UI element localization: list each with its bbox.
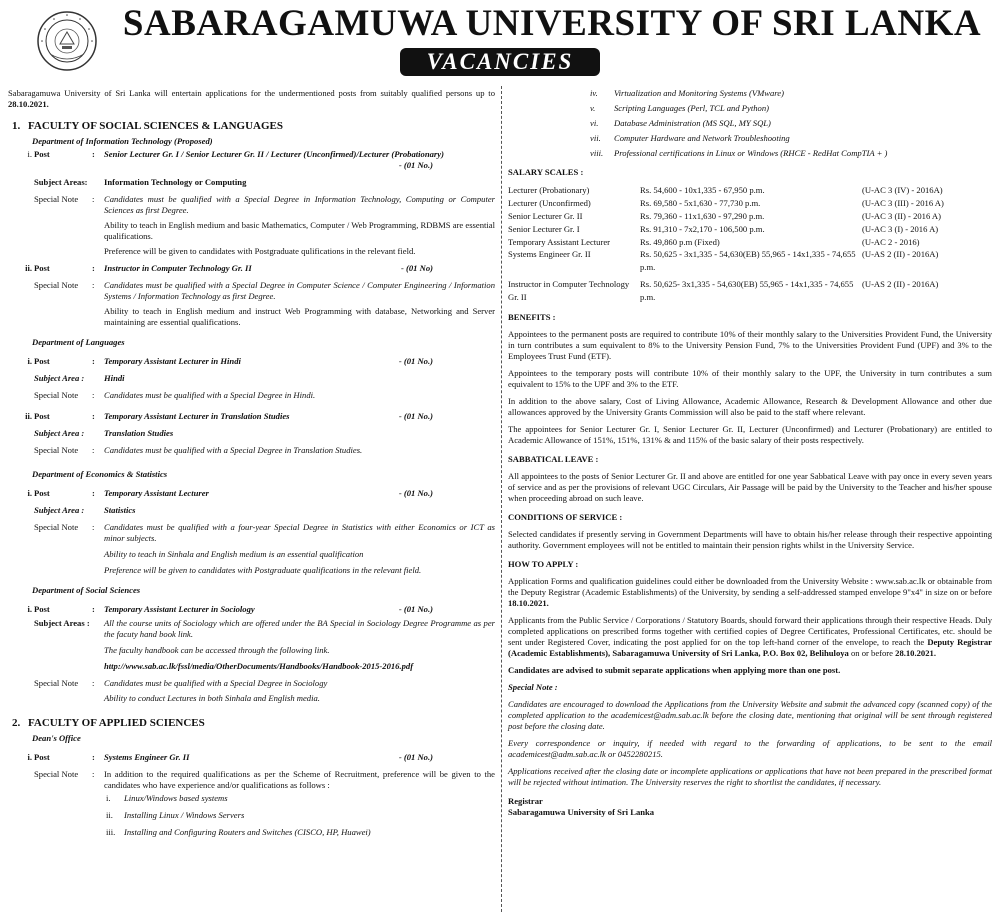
department-heading: Department of Social Sciences [32, 585, 141, 596]
faculty-heading [8, 119, 495, 133]
post-title: Systems Engineer Gr. II - (01 No.) [104, 752, 433, 763]
column-divider [501, 86, 502, 912]
post-index: i. [27, 488, 32, 499]
special-note-row: Special Note : Candidates must be qualified with a Special Degree in Computer Science / Computer Engineering / Information Systems / Information Technology as first Degree. [34, 280, 495, 302]
post-row [8, 149, 495, 171]
post-count: - (01 No.) [398, 488, 433, 499]
department-heading: Department of Information Technology (Proposed) [32, 136, 213, 147]
benefits-paragraph: Appointees to the temporary posts will contribute 10% of their monthly salary to the UPF, the University in turn contributes a sum equivalent to 15% to the UPF and 3% to the ETF. [508, 368, 992, 390]
subject-value: Hindi [104, 373, 125, 384]
faculty-title: FACULTY OF APPLIED SCIENCES [28, 717, 205, 730]
table-row: Systems Engineer Gr. II Rs. 50,625 - 3x1,335 - 54,630(EB) 55,965 - 14x1,335 - 74,655 p.m. (U-AS 2 (II) - 2016A) [508, 249, 939, 273]
header [0, 0, 1000, 86]
table-row: Lecturer (Unconfirmed) Rs. 69,580 - 5x1,630 - 77,730 p.m. (U-AC 3 (III) - 2016 A) [508, 197, 944, 208]
apply-paragraph: Application Forms and qualification guidelines could either be downloaded from the University Website : www.sab.ac.lk or obtainable from the Deputy Registrar (Academic Establishments) of the University, by sending a self-addressed stamped envelope 9"x4" in size on or before 18.10.2021. [508, 576, 992, 609]
table-row: Temporary Assistant Lecturer Rs. 49,860 p.m (Fixed) (U-AC 2 - 2016) [508, 236, 920, 247]
special-note-row: Special Note : Candidates must be qualified with a Special Degree in Sociology [8, 678, 495, 689]
department-heading: Department of Languages [32, 337, 125, 348]
conditions-heading: CONDITIONS OF SERVICE : [508, 512, 623, 523]
special-note-text: Candidates must be qualified with a four-year Special Degree in Statistics with either Economics or ICT as minor subjects. [104, 522, 495, 544]
special-note-text: Ability to conduct Lectures in both Sinhala and English media. [104, 693, 320, 704]
benefits-heading: BENEFITS : [508, 312, 556, 323]
colon: : [92, 149, 95, 160]
salary-scales-heading: SALARY SCALES : [508, 167, 584, 177]
subject-label: Subject Area : [34, 373, 85, 384]
post-label: Post [34, 356, 50, 367]
subject-label: Subject Area : [34, 505, 85, 516]
post-count: - (01 No.) [398, 356, 433, 367]
special-note-row: Special Note : Candidates must be qualified with a Special Degree in Information Technology, Computing or Computer Sciences as first Degree. [34, 194, 495, 216]
subject-label: Subject Area : [34, 428, 85, 439]
special-note-text: Candidates must be qualified with a Special Degree in Information Technology, Computing or Computer Sciences as first Degree. [104, 194, 495, 216]
sabbatical-heading: SABBATICAL LEAVE : [508, 454, 599, 465]
special-note-text: Candidates must be qualified with a Special Degree in Translation Studies. [104, 445, 363, 456]
subject-value: The faculty handbook can be accessed through the following link. [104, 645, 330, 656]
intro-paragraph [8, 88, 495, 110]
intro-text: Sabaragamuwa University of Sri Lanka will entertain applications for the undermentioned posts from suitably qualified persons up to [8, 88, 495, 98]
special-note-text: Candidates must be qualified with a Special Degree in Sociology [104, 678, 328, 689]
subject-value: All the course units of Sociology which are offered under the BA Special in Sociology Degree Programme as per the facuty hand book link. [104, 618, 495, 640]
list-item: iv. Virtualization and Monitoring Systems (VMware) [590, 88, 784, 98]
closing-date: 28.10.2021. [8, 99, 49, 109]
special-note-label: Special Note [34, 280, 79, 291]
special-note-label: Special Note [34, 769, 79, 780]
post-label: Post [34, 149, 50, 160]
post-row: i. Post : Temporary Assistant Lecturer - (01 No.) [8, 488, 495, 499]
table-row: Senior Lecturer Gr. I Rs. 91,310 - 7x2,170 - 106,500 p.m. (U-AC 3 (I) - 2016 A) [508, 223, 939, 234]
list-item: vii. Computer Hardware and Network Troubleshooting [590, 133, 790, 143]
post-count: - (01 No.) [398, 160, 433, 171]
post-label: Post [34, 411, 50, 422]
faculty-number: 2. [12, 717, 21, 730]
list-item: ii. Installing Linux / Windows Servers [106, 810, 245, 821]
special-note-label: Special Note [34, 678, 79, 689]
special-note-heading: Special Note : [508, 682, 558, 693]
post-index: ii. [25, 411, 32, 422]
special-note-row: Special Note : Candidates must be qualified with a four-year Special Degree in Statistics with either Economics or ICT as minor subjects. [34, 522, 495, 544]
post-label: Post [34, 488, 50, 499]
subject-label: Subject Areas : [34, 618, 90, 629]
subject-value: Translation Studies [104, 428, 174, 439]
faculty-title: FACULTY OF SOCIAL SCIENCES & LANGUAGES [28, 120, 283, 132]
table-row: Instructor in Computer Technology Gr. II Rs. 50,625- 3x1,335 - 54,630(EB) 55,965 - 14x1,335 - 74,655 p.m. (U-AS 2 (II) - 2016A) [508, 279, 939, 303]
form-request-date: 18.10.2021. [508, 598, 549, 609]
department-heading: Department of Economics & Statistics [32, 469, 168, 480]
list-item: v. Scripting Languages (Perl, TCL and Python) [590, 103, 770, 113]
salary-table [508, 184, 992, 304]
special-note-text: Ability to teach in English medium and instruct Web Programming with database, Networking and Server maintaining are essential qualifications. [104, 306, 495, 328]
post-row: i. Post : Systems Engineer Gr. II - (01 No.) [8, 752, 495, 763]
special-note-text: Ability to teach in Sinhala and English medium is an essential qualification [104, 549, 364, 560]
conditions-paragraph: Selected candidates if presently serving in Government Departments will have to obtain his/her release through their respective appointing authority. Government employees will not be entitled to maintain their pension rights whilst in the University Service. [508, 529, 992, 551]
special-note-label: Special Note [34, 390, 79, 401]
table-row: Lecturer (Probationary) Rs. 54,600 - 10x1,335 - 67,950 p.m. (U-AC 3 (IV) - 2016A) [508, 185, 943, 195]
signature-title: Registrar [508, 796, 543, 807]
post-title: Senior Lecturer Gr. I / Senior Lecturer Gr. II / Lecturer (Unconfirmed)/Lecturer (Probationary) - (01 No.) [104, 149, 444, 171]
special-note-text: In addition to the required qualifications as per the Scheme of Recruitment, preference will be given to the candidates who have experience and/or qualifications as follows : [104, 769, 495, 791]
special-note-text: Preference will be given to candidates with Postgraduate qulifications in the relevant field. [104, 246, 416, 257]
special-note-row: Special Note : In addition to the required qualifications as per the Scheme of Recruitment, preference will be given to the candidates who have experience and/or qualifications as follows : [34, 769, 495, 791]
post-count: - (01 No.) [398, 604, 433, 615]
handbook-link[interactable]: http://www.sab.ac.lk/fssl/media/OtherDocuments/Handbooks/Handbook-2015-2016.pdf [104, 661, 414, 672]
post-label: Post [34, 263, 50, 274]
post-row: i. Post : Temporary Assistant Lecturer in Sociology - (01 No.) [8, 604, 495, 615]
list-item: viii. Professional certifications in Linux or Windows (RHCE - RedHat CompTIA + ) [590, 148, 888, 158]
special-note-label: Special Note [34, 194, 79, 205]
special-note-row: Special Note : Candidates must be qualified with a Special Degree in Hindi. [8, 390, 495, 401]
subject-row [8, 373, 495, 384]
post-title: Temporary Assistant Lecturer in Sociology - (01 No.) [104, 604, 433, 615]
subject-label: Subject Areas: [34, 177, 88, 188]
department-heading: Dean's Office [32, 733, 81, 744]
special-note-text: Candidates must be qualified with a Special Degree in Hindi. [104, 390, 316, 401]
qualification-list [106, 793, 495, 838]
special-note-text: Ability to teach in English medium and basic Mathematics, Computer / Web Programming, RDBMS are essential qualifications. [104, 220, 495, 242]
right-column [508, 88, 992, 818]
subject-row [8, 618, 495, 640]
post-count: - (01 No.) [398, 411, 433, 422]
special-note-paragraph: Every correspondence or inquiry, if needed with regard to the forwarding of applications, to be sent to the email academicest@adm.sab.ac.lk or 0452280215. [508, 738, 992, 760]
benefits-paragraph: In addition to the above salary, Cost of Living Allowance, Academic Allowance, Research & Development Allowance and other due allowances approved by the University Grants Commission will also be paid to the staff where relevant. [508, 396, 992, 418]
benefits-paragraph: The appointees for Senior Lecturer Gr. I, Senior Lecturer Gr. II, Lecturer (Unconfirmed) and Lecturer (Probationary) are entitled to Academic Allowance of 151%, 151%, 131% & and 115% of the basic salary of their posts respectively. [508, 424, 992, 446]
special-note-text: Candidates must be qualified with a Special Degree in Computer Science / Computer Engineering / Information Systems / Information Technology as first Degree. [104, 280, 495, 302]
apply-paragraph: Applicants from the Public Service / Corporations / Statutory Boards, should forward their applications through their respective Heads. Duly completed applications on prescribed forms together with certified copies of Degree Certificates, Professional Certificates, etc. should be sent under Registered Cover, indicating the post applied for on the top left-hand corner of the envelope, to reach the Deputy Registrar (Academic Establishments), Sabaragamuwa University of Sri Lanka, P.O. Box 02, Belihuloya on or before 28.10.2021. [508, 615, 993, 659]
post-count: - (01 No) [401, 263, 433, 274]
university-seal-logo [36, 10, 98, 72]
post-index: ii. [25, 263, 32, 274]
page-title: SABARAGAMUWA UNIVERSITY OF SRI LANKA [122, 3, 982, 44]
table-row: Senior Lecturer Gr. II Rs. 79,360 - 11x1,630 - 97,290 p.m. (U-AC 3 (II) - 2016 A) [508, 210, 941, 221]
vacancies-banner: VACANCIES [400, 48, 600, 76]
list-item: iii. Installing and Configuring Routers and Switches (CISCO, HP, Huawei) [106, 827, 371, 838]
benefits-paragraph: Appointees to the permanent posts are required to contribute 10% of their monthly salary to the Universities Provident Fund, the University in turn contributes a sum equivalent to 8% to the University Pension Fund, 7% to the Universities Provident Fund (UPF) and 3% to the Employees Trust Fund (ETF). [508, 329, 992, 362]
faculty-number: 1. [12, 120, 21, 132]
post-title: Temporary Assistant Lecturer in Hindi - (01 No.) [104, 356, 433, 367]
post-title: Temporary Assistant Lecturer in Translation Studies - (01 No.) [104, 411, 433, 422]
post-index: i. [27, 752, 32, 763]
post-row: ii. Post : Instructor in Computer Technology Gr. II - (01 No) [8, 263, 495, 274]
subject-row [8, 428, 495, 439]
subject-row [8, 505, 495, 516]
post-label: Post [34, 752, 50, 763]
faculty-heading [8, 716, 495, 730]
special-note-row: Special Note : Candidates must be qualified with a Special Degree in Translation Studies. [8, 445, 495, 456]
post-label: Post [34, 604, 50, 615]
list-item: vi. Database Administration (MS SQL, MY SQL) [590, 118, 771, 128]
left-column [8, 88, 495, 844]
post-title: Instructor in Computer Technology Gr. II - (01 No) [104, 263, 433, 274]
apply-advice: Candidates are advised to submit separate applications when applying more than one post. [508, 665, 841, 676]
special-note-label: Special Note [34, 522, 79, 533]
signature-institution: Sabaragamuwa University of Sri Lanka [508, 807, 655, 818]
post-title: Temporary Assistant Lecturer - (01 No.) [104, 488, 433, 499]
post-index: i. [27, 149, 32, 160]
subject-value: Information Technology or Computing [104, 177, 247, 188]
special-note-paragraph: Candidates are encouraged to download the Applications from the University Website and submit the advanced copy (scanned copy) of the completed application to the academicest@adm.sab.ac.lk before the closing date, mentioning that original will be sent through registered post before the closing date. [508, 699, 992, 732]
post-count: - (01 No.) [398, 752, 433, 763]
post-index: i. [27, 356, 32, 367]
subject-value: Statistics [104, 505, 136, 516]
subject-row [8, 177, 495, 188]
sabbatical-paragraph: All appointees to the posts of Senior Lecturer Gr. II and above are entitled for one year Sabbatical Leave with pay once in every seven years of service and as per the provisions of relevant UGC Circulars, Air Passage will be paid by the University to the Teacher and his/her spouse when proceeding abroad on such leave. [508, 471, 992, 504]
how-to-apply-heading: HOW TO APPLY : [508, 559, 579, 570]
qualification-list-continued [590, 88, 992, 159]
special-note-label: Special Note [34, 445, 79, 456]
post-index: i. [27, 604, 32, 615]
special-note-paragraph: Applications received after the closing date or incomplete applications or applications that have not been prepared in the prescribed format will be rejected without intimation. The University reserves the right to shortlist the candidates, if necessary. [508, 766, 992, 788]
post-row: i. Post : Temporary Assistant Lecturer in Hindi - (01 No.) [8, 356, 495, 367]
special-note-text: Preference will be given to candidates with Postgraduate qualifications in the relevant field. [104, 565, 422, 576]
postal-address: Deputy Registrar (Academic Establishments), Sabaragamuwa University of Sri Lanka, P.O. Box 02, Belihuloya [508, 637, 992, 659]
closing-date: 28.10.2021. [895, 648, 936, 659]
list-item: i. Linux/Windows based systems [106, 793, 228, 804]
post-row: ii. Post : Temporary Assistant Lecturer in Translation Studies - (01 No.) [8, 411, 495, 422]
